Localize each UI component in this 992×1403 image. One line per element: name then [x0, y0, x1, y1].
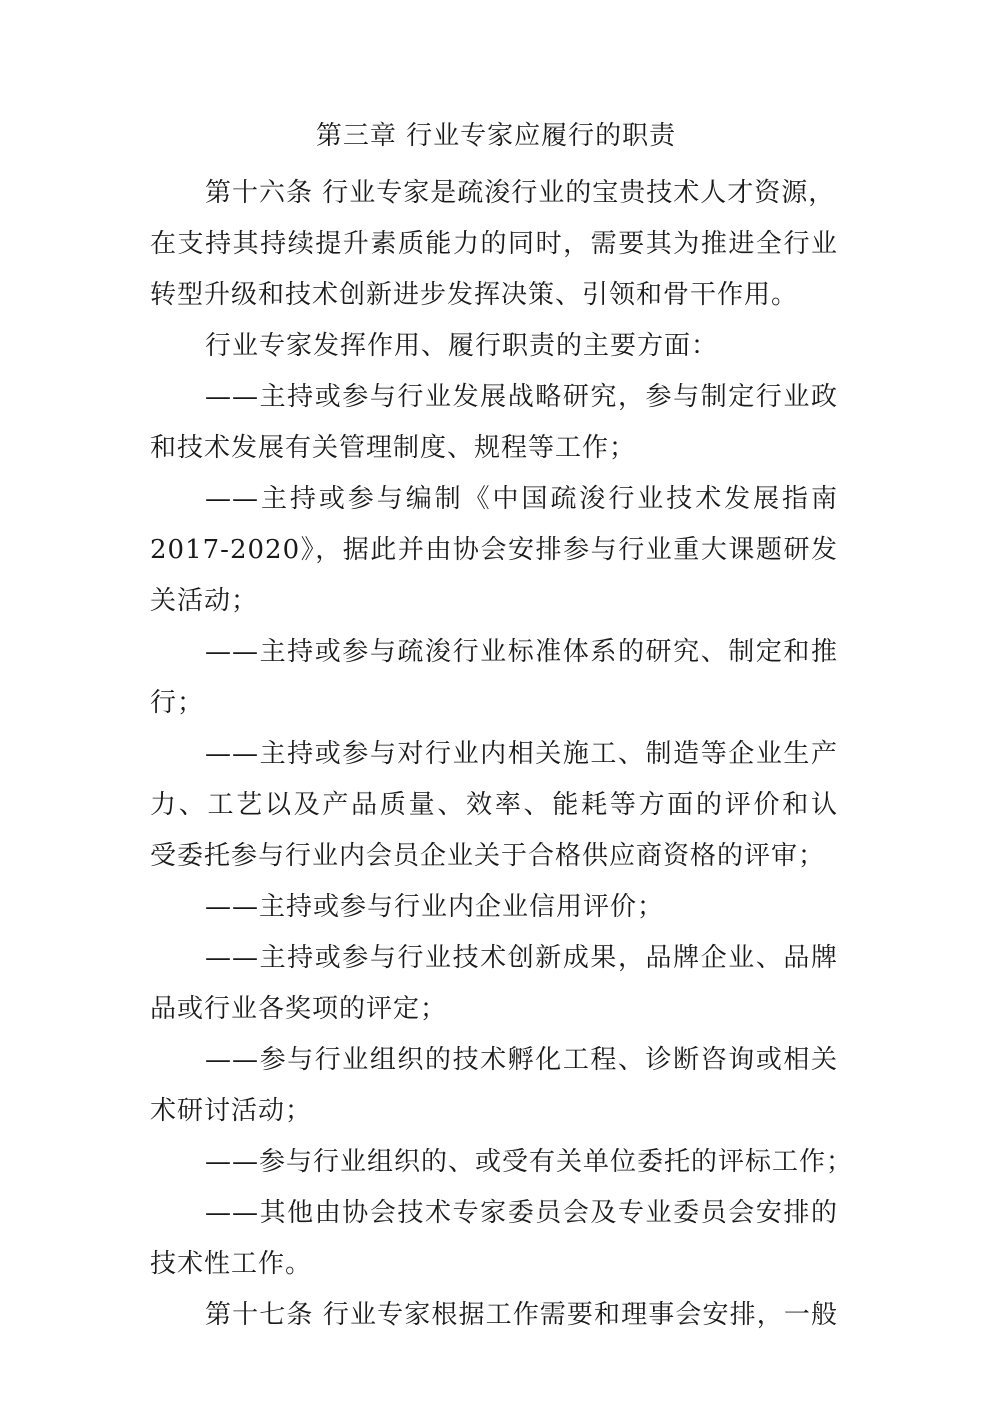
text-line: ——主持或参与行业发展战略研究，参与制定行业政 — [205, 382, 838, 412]
text-line: 和技术发展有关管理制度、规程等工作； — [150, 433, 637, 463]
text-line: 品或行业各奖项的评定； — [150, 994, 448, 1024]
text-line: 术研讨活动； — [150, 1096, 313, 1126]
text-line: ——参与行业组织的、或受有关单位委托的评标工作； — [205, 1147, 854, 1177]
text-line: 受委托参与行业内会员企业关于合格供应商资格的评审； — [150, 841, 826, 871]
text-line: ——主持或参与行业内企业信用评价； — [205, 892, 665, 922]
text-line: 行业专家发挥作用、履行职责的主要方面： — [205, 331, 719, 361]
text-line: 技术性工作。 — [150, 1249, 313, 1279]
text-line: ——主持或参与编制《中国疏浚行业技术发展指南 — [205, 484, 838, 514]
text-line: 第十六条 行业专家是疏浚行业的宝贵技术人才资源， — [205, 178, 836, 208]
text-line: 力、工艺以及产品质量、效率、能耗等方面的评价和认 — [150, 790, 838, 820]
text-line: 2017-2020》，据此并由协会安排参与行业重大课题研发 — [150, 535, 838, 565]
text-line: 转型升级和技术创新进步发挥决策、引领和骨干作用。 — [150, 280, 799, 310]
text-line: 第十七条 行业专家根据工作需要和理事会安排，一般 — [205, 1300, 838, 1330]
text-line: ——其他由协会技术专家委员会及专业委员会安排的 — [205, 1198, 838, 1228]
chapter-title: 第三章 行业专家应履行的职责 — [315, 121, 677, 151]
text-line: ——主持或参与行业技术创新成果，品牌企业、品牌 — [205, 943, 838, 973]
text-line: ——参与行业组织的技术孵化工程、诊断咨询或相关 — [205, 1045, 838, 1075]
text-line: 关活动； — [150, 586, 259, 616]
text-line: 在支持其持续提升素质能力的同时，需要其为推进全行业 — [150, 229, 838, 259]
text-line: ——主持或参与对行业内相关施工、制造等企业生产 — [205, 739, 838, 769]
text-line: ——主持或参与疏浚行业标准体系的研究、制定和推 — [205, 637, 838, 667]
text-line: 行； — [150, 688, 205, 718]
